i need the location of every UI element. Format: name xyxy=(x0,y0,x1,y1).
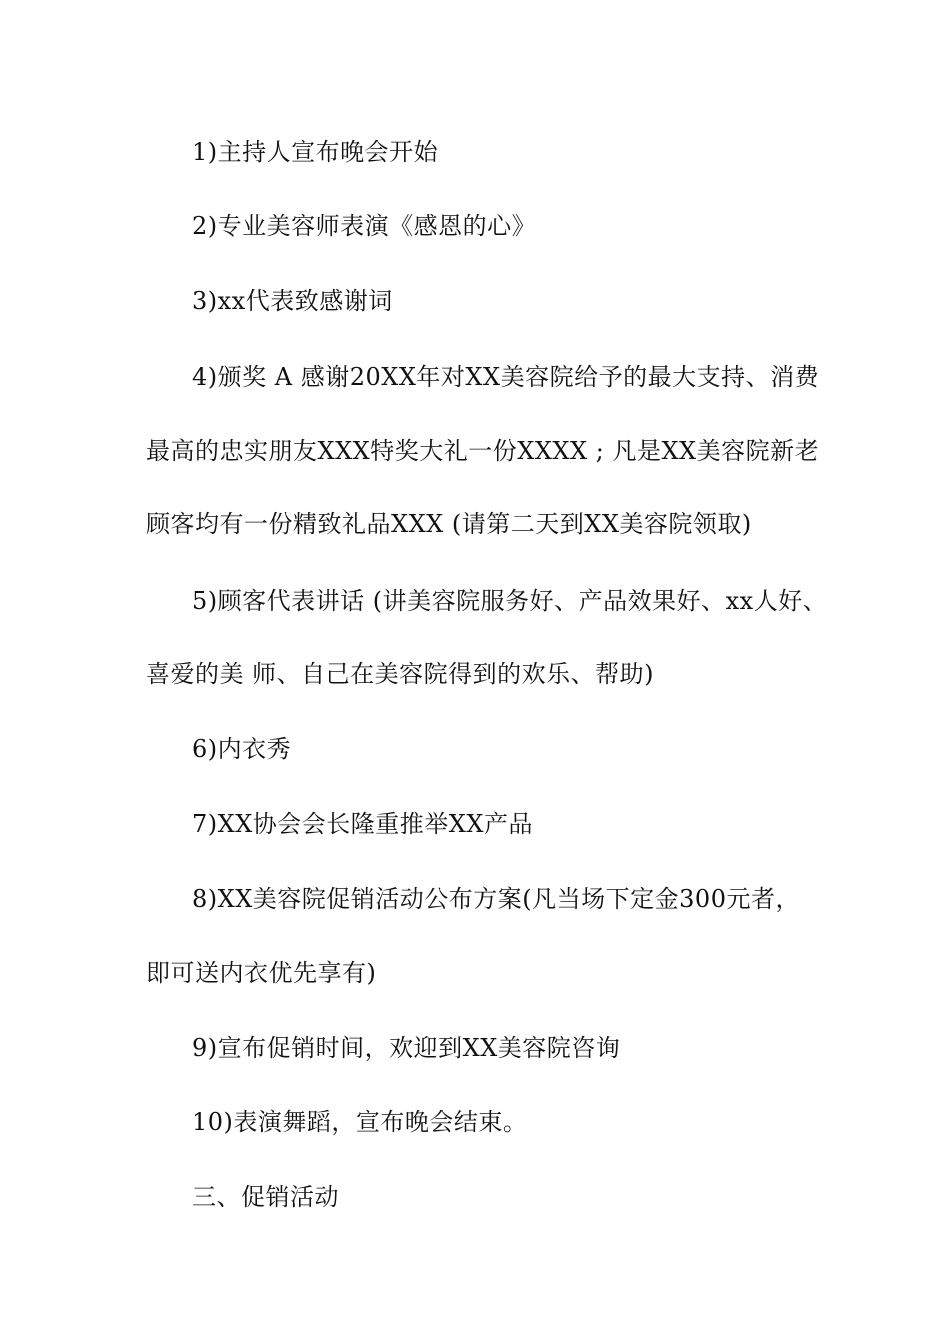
program-item-4-continued: 最高的忠实朋友XXX特奖大礼一份XXXX ; 凡是XX美容院新老 xyxy=(146,437,820,465)
section-heading-promotion: 三、促销活动 xyxy=(192,1183,339,1211)
program-item-6: 6)内衣秀 xyxy=(192,735,292,763)
program-item-2: 2)专业美容师表演《感恩的心》 xyxy=(192,212,537,240)
program-item-1: 1)主持人宣布晚会开始 xyxy=(192,138,439,166)
program-item-7: 7)XX协会会长隆重推举XX产品 xyxy=(192,810,533,838)
program-item-10: 10)表演舞蹈，宣布晚会结束。 xyxy=(192,1108,528,1136)
program-item-5: 5)顾客代表讲话 (讲美容院服务好、产品效果好、xx人好、 xyxy=(192,587,828,615)
program-item-8: 8)XX美容院促销活动公布方案(凡当场下定金300元者， xyxy=(192,885,800,913)
program-item-4-continued: 顾客均有一份精致礼品XXX (请第二天到XX美容院领取) xyxy=(146,510,752,538)
program-item-8-continued: 即可送内衣优先享有) xyxy=(146,959,377,987)
program-item-4: 4)颁奖 A 感谢20XX年对XX美容院给予的最大支持、消费 xyxy=(192,363,820,391)
program-item-3: 3)xx代表致感谢词 xyxy=(192,287,393,315)
program-item-9: 9)宣布促销时间，欢迎到XX美容院咨询 xyxy=(192,1034,621,1062)
program-item-5-continued: 喜爱的美 师、自己在美容院得到的欢乐、帮助) xyxy=(146,660,654,688)
